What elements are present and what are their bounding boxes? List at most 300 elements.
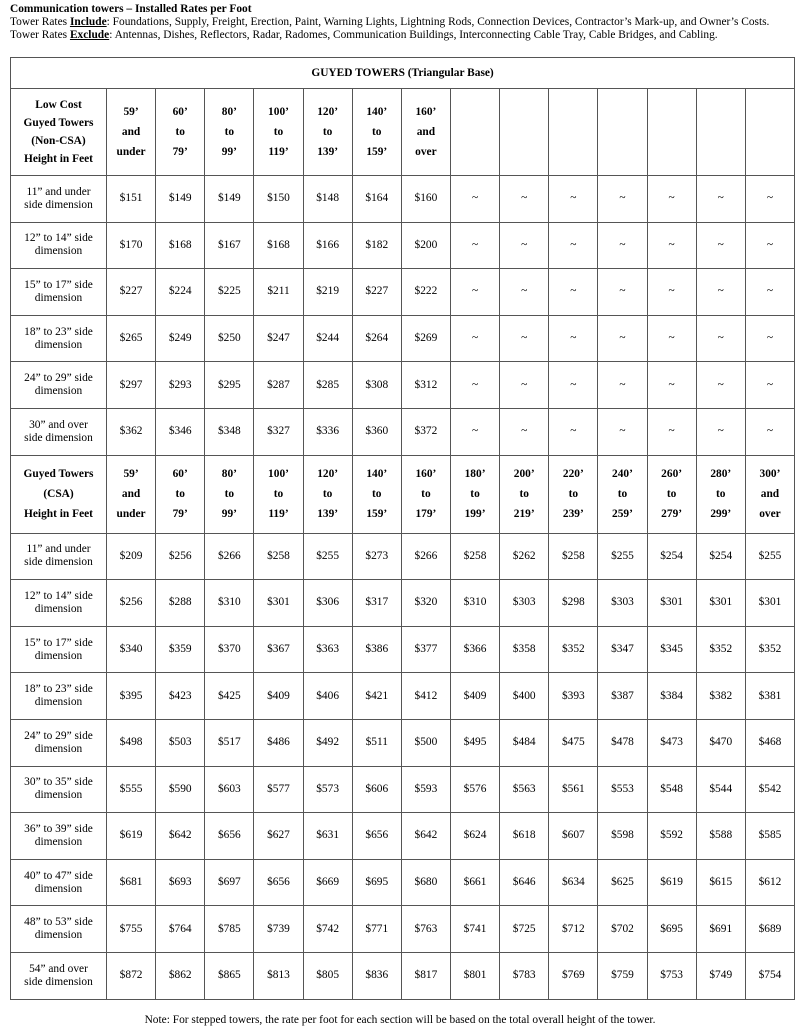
section2-title bbox=[11, 455, 107, 533]
rate-cell: $588 bbox=[696, 813, 745, 860]
rate-cell: $312 bbox=[401, 362, 450, 409]
rate-cell: $227 bbox=[352, 269, 401, 316]
rate-cell: $265 bbox=[107, 315, 156, 362]
rate-cell: $755 bbox=[107, 906, 156, 953]
cell-line: 30” to 35” side bbox=[24, 776, 93, 789]
rate-cell: $303 bbox=[598, 580, 647, 627]
cell-line: 60’ bbox=[172, 106, 188, 118]
rate-cell: ~ bbox=[450, 315, 499, 362]
table-row bbox=[11, 906, 795, 953]
rate-cell: $255 bbox=[303, 533, 352, 580]
cell-line: 30” and over bbox=[29, 418, 88, 431]
rate-cell: ~ bbox=[696, 176, 745, 223]
cell-line: to bbox=[322, 488, 333, 501]
rate-cell: ~ bbox=[696, 269, 745, 316]
rate-cell: $817 bbox=[401, 952, 450, 999]
rate-cell: $395 bbox=[107, 673, 156, 720]
rate-cell: $702 bbox=[598, 906, 647, 953]
cell-line: dimension bbox=[34, 602, 83, 615]
rate-cell: $359 bbox=[156, 626, 205, 673]
rate-cell: ~ bbox=[647, 315, 696, 362]
rate-cell: ~ bbox=[500, 408, 549, 455]
rate-cell: $377 bbox=[401, 626, 450, 673]
rate-cell: $753 bbox=[647, 952, 696, 999]
cell-line: (CSA) bbox=[43, 488, 74, 501]
rate-cell: $255 bbox=[745, 533, 794, 580]
row-label bbox=[11, 408, 107, 455]
cell-line: dimension bbox=[34, 385, 83, 398]
cell-line: to bbox=[617, 488, 628, 501]
rate-cell: $495 bbox=[450, 719, 499, 766]
cell-line: 240’ bbox=[612, 468, 633, 481]
rate-cell: $327 bbox=[254, 408, 303, 455]
row-label bbox=[11, 673, 107, 720]
cell-line: Guyed Towers bbox=[23, 117, 94, 129]
rate-cell: $631 bbox=[303, 813, 352, 860]
cell-line: Height in Feet bbox=[24, 153, 93, 165]
rate-cell: ~ bbox=[450, 176, 499, 223]
document-title: Communication towers – Installed Rates per Foot bbox=[10, 3, 252, 15]
cell-line: Guyed Towers bbox=[23, 468, 94, 481]
row-label bbox=[11, 580, 107, 627]
rate-cell: $695 bbox=[647, 906, 696, 953]
rate-cell: $606 bbox=[352, 766, 401, 813]
column-header bbox=[156, 89, 205, 176]
rate-cell: $573 bbox=[303, 766, 352, 813]
rate-cell: $561 bbox=[549, 766, 598, 813]
rate-cell: ~ bbox=[745, 269, 794, 316]
cell-line: 12” to 14” side bbox=[24, 232, 93, 245]
rate-cell: $164 bbox=[352, 176, 401, 223]
column-header bbox=[745, 89, 794, 176]
rate-cell: $256 bbox=[156, 533, 205, 580]
cell-line: to bbox=[372, 488, 382, 501]
rate-cell: $381 bbox=[745, 673, 794, 720]
column-header bbox=[303, 455, 352, 533]
rate-cell: $224 bbox=[156, 269, 205, 316]
rate-cell: $498 bbox=[107, 719, 156, 766]
cell-line: dimension bbox=[34, 291, 83, 304]
column-header bbox=[598, 89, 647, 176]
column-header bbox=[352, 455, 401, 533]
rate-cell: $642 bbox=[401, 813, 450, 860]
rate-cell: $219 bbox=[303, 269, 352, 316]
rate-cell: $306 bbox=[303, 580, 352, 627]
rate-cell: ~ bbox=[696, 315, 745, 362]
table-row bbox=[11, 315, 795, 362]
row-label bbox=[11, 952, 107, 999]
rate-cell: ~ bbox=[745, 408, 794, 455]
rate-cell: $409 bbox=[254, 673, 303, 720]
rate-cell: $382 bbox=[696, 673, 745, 720]
row-label bbox=[11, 176, 107, 223]
rate-cell: ~ bbox=[598, 408, 647, 455]
rate-cell: $406 bbox=[303, 673, 352, 720]
rate-cell: $301 bbox=[647, 580, 696, 627]
cell-line: 60’ bbox=[172, 468, 188, 481]
rate-cell: $563 bbox=[500, 766, 549, 813]
rate-cell: ~ bbox=[598, 315, 647, 362]
rate-cell: $362 bbox=[107, 408, 156, 455]
rate-cell: $227 bbox=[107, 269, 156, 316]
table-caption: GUYED TOWERS (Triangular Base) bbox=[11, 58, 795, 89]
cell-line: dimension bbox=[34, 882, 83, 895]
cell-line: to bbox=[224, 126, 235, 138]
cell-line: to bbox=[421, 488, 431, 501]
rate-cell: $646 bbox=[500, 859, 549, 906]
rate-cell: $262 bbox=[500, 533, 549, 580]
rate-cell: $542 bbox=[745, 766, 794, 813]
column-header bbox=[107, 89, 156, 176]
rate-cell: ~ bbox=[647, 222, 696, 269]
rate-cell: ~ bbox=[647, 176, 696, 223]
rate-cell: ~ bbox=[450, 362, 499, 409]
rate-cell: $585 bbox=[745, 813, 794, 860]
rate-cell: $287 bbox=[254, 362, 303, 409]
rate-cell: $517 bbox=[205, 719, 254, 766]
rate-cell: $634 bbox=[549, 859, 598, 906]
exclude-line: Tower Rates Exclude: Antennas, Dishes, Reflectors, Radar, Radomes, Communication Buildings, Interconnecting Cable Tray, Cable Bridges, and Cabling. bbox=[10, 29, 718, 41]
rate-cell: $387 bbox=[598, 673, 647, 720]
rate-cell: $345 bbox=[647, 626, 696, 673]
cell-line: 239’ bbox=[562, 508, 584, 521]
rate-cell: $149 bbox=[205, 176, 254, 223]
table-row bbox=[11, 408, 795, 455]
rate-cell: $148 bbox=[303, 176, 352, 223]
footnote: Note: For stepped towers, the rate per foot for each section will be based on the total overall height of the tower. bbox=[144, 1014, 656, 1026]
rate-cell: $264 bbox=[352, 315, 401, 362]
cell-line: 279’ bbox=[661, 508, 683, 521]
cell-line: to bbox=[224, 488, 235, 501]
rate-cell: ~ bbox=[647, 408, 696, 455]
rate-cell: $423 bbox=[156, 673, 205, 720]
table-row bbox=[11, 719, 795, 766]
rate-cell: ~ bbox=[647, 362, 696, 409]
row-label bbox=[11, 813, 107, 860]
rate-cell: ~ bbox=[598, 222, 647, 269]
cell-line: 48” to 53” side bbox=[24, 916, 93, 929]
document-header bbox=[10, 3, 795, 42]
cell-line: 159’ bbox=[366, 508, 388, 521]
rate-cell: ~ bbox=[696, 408, 745, 455]
rate-cell: $249 bbox=[156, 315, 205, 362]
rate-cell: $168 bbox=[254, 222, 303, 269]
rate-cell: ~ bbox=[598, 269, 647, 316]
rate-cell: $555 bbox=[107, 766, 156, 813]
cell-line: 54” and over bbox=[29, 962, 88, 975]
table-row bbox=[11, 362, 795, 409]
rate-cell: $741 bbox=[450, 906, 499, 953]
rate-cell: $754 bbox=[745, 952, 794, 999]
rate-cell: $771 bbox=[352, 906, 401, 953]
rate-cell: $258 bbox=[254, 533, 303, 580]
cell-line: to bbox=[372, 126, 382, 138]
rate-cell: $254 bbox=[647, 533, 696, 580]
section1-header-row bbox=[11, 89, 795, 176]
cell-line: 120’ bbox=[317, 468, 339, 481]
section1-title bbox=[11, 89, 107, 176]
column-header bbox=[598, 455, 647, 533]
rate-cell: $801 bbox=[450, 952, 499, 999]
rate-cell: $421 bbox=[352, 673, 401, 720]
rate-cell: ~ bbox=[696, 362, 745, 409]
rate-cell: $301 bbox=[745, 580, 794, 627]
rate-cell: $576 bbox=[450, 766, 499, 813]
column-header bbox=[156, 455, 205, 533]
rate-cell: $769 bbox=[549, 952, 598, 999]
rate-cell: $544 bbox=[696, 766, 745, 813]
column-header bbox=[107, 455, 156, 533]
rate-cell: $872 bbox=[107, 952, 156, 999]
rate-cell: $170 bbox=[107, 222, 156, 269]
column-header bbox=[205, 455, 254, 533]
rate-cell: $484 bbox=[500, 719, 549, 766]
rate-cell: ~ bbox=[549, 176, 598, 223]
cell-line: 100’ bbox=[268, 106, 289, 118]
column-header bbox=[352, 89, 401, 176]
cell-line: 36” to 39” side bbox=[24, 822, 93, 835]
rate-cell: $250 bbox=[205, 315, 254, 362]
cell-line: under bbox=[116, 146, 146, 158]
cell-line: (Non-CSA) bbox=[31, 135, 86, 147]
cell-line: dimension bbox=[34, 835, 83, 848]
rate-cell: $618 bbox=[500, 813, 549, 860]
rate-cell: $739 bbox=[254, 906, 303, 953]
column-header bbox=[401, 89, 450, 176]
table-row bbox=[11, 222, 795, 269]
rate-cell: $785 bbox=[205, 906, 254, 953]
cell-line: to bbox=[568, 488, 579, 501]
rate-cell: $366 bbox=[450, 626, 499, 673]
rate-cell: $681 bbox=[107, 859, 156, 906]
rate-cell: $166 bbox=[303, 222, 352, 269]
rate-cell: $511 bbox=[352, 719, 401, 766]
rate-cell: $258 bbox=[549, 533, 598, 580]
rate-cell: $340 bbox=[107, 626, 156, 673]
rate-cell: $200 bbox=[401, 222, 450, 269]
table-row bbox=[11, 766, 795, 813]
rate-cell: $759 bbox=[598, 952, 647, 999]
cell-line: 11” and under bbox=[26, 185, 91, 198]
rate-cell: ~ bbox=[500, 222, 549, 269]
cell-line: 24” to 29” side bbox=[24, 372, 93, 385]
cell-line: and bbox=[121, 488, 141, 501]
guyed-towers-rate-table bbox=[10, 57, 795, 1000]
exclude-keyword: Exclude bbox=[69, 29, 110, 41]
cell-line: 219’ bbox=[513, 508, 535, 521]
rate-cell: $603 bbox=[205, 766, 254, 813]
row-label bbox=[11, 906, 107, 953]
rate-cell: $615 bbox=[696, 859, 745, 906]
cell-line: 59’ bbox=[123, 106, 139, 118]
rate-cell: $409 bbox=[450, 673, 499, 720]
rate-cell: $695 bbox=[352, 859, 401, 906]
cell-line: under bbox=[116, 508, 146, 521]
rate-cell: $358 bbox=[500, 626, 549, 673]
rate-cell: ~ bbox=[500, 176, 549, 223]
cell-line: 80’ bbox=[221, 106, 237, 118]
cell-line: 160’ bbox=[415, 106, 437, 118]
rate-cell: $548 bbox=[647, 766, 696, 813]
rate-cell: $360 bbox=[352, 408, 401, 455]
rate-cell: $160 bbox=[401, 176, 450, 223]
cell-line: over bbox=[759, 508, 781, 521]
column-header bbox=[696, 89, 745, 176]
rate-cell: $642 bbox=[156, 813, 205, 860]
column-header bbox=[696, 455, 745, 533]
table-row bbox=[11, 626, 795, 673]
table-caption-row bbox=[11, 58, 795, 89]
rate-cell: $592 bbox=[647, 813, 696, 860]
cell-line: to bbox=[716, 488, 726, 501]
cell-line: 119’ bbox=[268, 146, 289, 158]
cell-line: 79’ bbox=[172, 146, 188, 158]
cell-line: 199’ bbox=[464, 508, 486, 521]
column-header bbox=[549, 89, 598, 176]
rate-cell: $310 bbox=[205, 580, 254, 627]
rate-cell: $384 bbox=[647, 673, 696, 720]
cell-line: side dimension bbox=[24, 556, 93, 569]
rate-cell: ~ bbox=[745, 176, 794, 223]
column-header bbox=[647, 89, 696, 176]
rate-cell: $352 bbox=[745, 626, 794, 673]
row-label bbox=[11, 719, 107, 766]
rate-cell: $619 bbox=[107, 813, 156, 860]
rate-cell: $680 bbox=[401, 859, 450, 906]
rate-cell: $317 bbox=[352, 580, 401, 627]
rate-cell: $352 bbox=[549, 626, 598, 673]
cell-line: 200’ bbox=[513, 468, 535, 481]
cell-line: dimension bbox=[34, 929, 83, 942]
rate-cell: $712 bbox=[549, 906, 598, 953]
cell-line: 15” to 17” side bbox=[24, 636, 93, 649]
table-row bbox=[11, 673, 795, 720]
column-header bbox=[549, 455, 598, 533]
rate-cell: $577 bbox=[254, 766, 303, 813]
include-line: Tower Rates Include: Foundations, Supply, Freight, Erection, Paint, Warning Lights, Lightning Rods, Connection Devices, Contractor’s Mark-up, and Owner’s Costs. bbox=[10, 16, 770, 28]
rate-cell: $468 bbox=[745, 719, 794, 766]
cell-line: 160’ bbox=[415, 468, 437, 481]
cell-line: 120’ bbox=[317, 106, 339, 118]
rate-cell: $269 bbox=[401, 315, 450, 362]
row-label bbox=[11, 269, 107, 316]
cell-line: 140’ bbox=[366, 106, 388, 118]
rate-cell: $612 bbox=[745, 859, 794, 906]
column-header bbox=[647, 455, 696, 533]
cell-line: to bbox=[666, 488, 677, 501]
cell-line: 259’ bbox=[612, 508, 633, 521]
cell-line: 18” to 23” side bbox=[24, 325, 93, 338]
rate-cell: $764 bbox=[156, 906, 205, 953]
rate-cell: $168 bbox=[156, 222, 205, 269]
row-label bbox=[11, 222, 107, 269]
rate-cell: ~ bbox=[647, 269, 696, 316]
rate-cell: $478 bbox=[598, 719, 647, 766]
rate-cell: $273 bbox=[352, 533, 401, 580]
rate-cell: $301 bbox=[254, 580, 303, 627]
rate-cell: $370 bbox=[205, 626, 254, 673]
cell-line: 220’ bbox=[562, 468, 584, 481]
cell-line: 15” to 17” side bbox=[24, 278, 93, 291]
rate-cell: $693 bbox=[156, 859, 205, 906]
cell-line: 80’ bbox=[221, 468, 237, 481]
cell-line: Low Cost bbox=[35, 99, 82, 111]
rate-cell: $473 bbox=[647, 719, 696, 766]
cell-line: 159’ bbox=[366, 146, 388, 158]
rate-cell: ~ bbox=[549, 315, 598, 362]
row-label bbox=[11, 315, 107, 362]
cell-line: 300’ bbox=[759, 468, 781, 481]
rate-cell: $619 bbox=[647, 859, 696, 906]
rate-cell: ~ bbox=[549, 222, 598, 269]
cell-line: to bbox=[175, 488, 185, 501]
rate-cell: $266 bbox=[205, 533, 254, 580]
rate-cell: $256 bbox=[107, 580, 156, 627]
table-row bbox=[11, 269, 795, 316]
rate-cell: $656 bbox=[352, 813, 401, 860]
rate-cell: $500 bbox=[401, 719, 450, 766]
rate-cell: $167 bbox=[205, 222, 254, 269]
rate-cell: $301 bbox=[696, 580, 745, 627]
cell-line: dimension bbox=[34, 245, 83, 258]
rate-cell: $347 bbox=[598, 626, 647, 673]
rate-cell: $425 bbox=[205, 673, 254, 720]
table-row bbox=[11, 952, 795, 999]
cell-line: to bbox=[273, 488, 284, 501]
rate-cell: $749 bbox=[696, 952, 745, 999]
rate-cell: $742 bbox=[303, 906, 352, 953]
rate-cell: ~ bbox=[696, 222, 745, 269]
rate-cell: $624 bbox=[450, 813, 499, 860]
rate-cell: ~ bbox=[598, 176, 647, 223]
cell-line: and bbox=[121, 126, 141, 138]
cell-line: 99’ bbox=[221, 508, 237, 521]
cell-line: 180’ bbox=[464, 468, 486, 481]
cell-line: Height in Feet bbox=[24, 508, 93, 521]
rate-cell: $363 bbox=[303, 626, 352, 673]
rate-cell: $386 bbox=[352, 626, 401, 673]
rate-cell: $372 bbox=[401, 408, 450, 455]
rate-cell: ~ bbox=[549, 362, 598, 409]
rate-cell: $308 bbox=[352, 362, 401, 409]
rate-cell: $607 bbox=[549, 813, 598, 860]
rate-cell: $303 bbox=[500, 580, 549, 627]
rate-cell: $470 bbox=[696, 719, 745, 766]
rate-cell: $593 bbox=[401, 766, 450, 813]
rate-cell: ~ bbox=[598, 362, 647, 409]
cell-line: 280’ bbox=[710, 468, 732, 481]
rate-cell: $553 bbox=[598, 766, 647, 813]
column-header bbox=[254, 89, 303, 176]
column-header bbox=[401, 455, 450, 533]
rate-cell: $310 bbox=[450, 580, 499, 627]
rate-cell: $320 bbox=[401, 580, 450, 627]
rate-cell: ~ bbox=[549, 269, 598, 316]
rate-cell: ~ bbox=[745, 222, 794, 269]
include-keyword: Include bbox=[69, 16, 107, 28]
rate-cell: ~ bbox=[450, 408, 499, 455]
rate-cell: $285 bbox=[303, 362, 352, 409]
rate-cell: $865 bbox=[205, 952, 254, 999]
rate-cell: $836 bbox=[352, 952, 401, 999]
rate-cell: $346 bbox=[156, 408, 205, 455]
row-label bbox=[11, 533, 107, 580]
row-label bbox=[11, 766, 107, 813]
rate-cell: $691 bbox=[696, 906, 745, 953]
rate-cell: $862 bbox=[156, 952, 205, 999]
rate-cell: $222 bbox=[401, 269, 450, 316]
rate-cell: $298 bbox=[549, 580, 598, 627]
